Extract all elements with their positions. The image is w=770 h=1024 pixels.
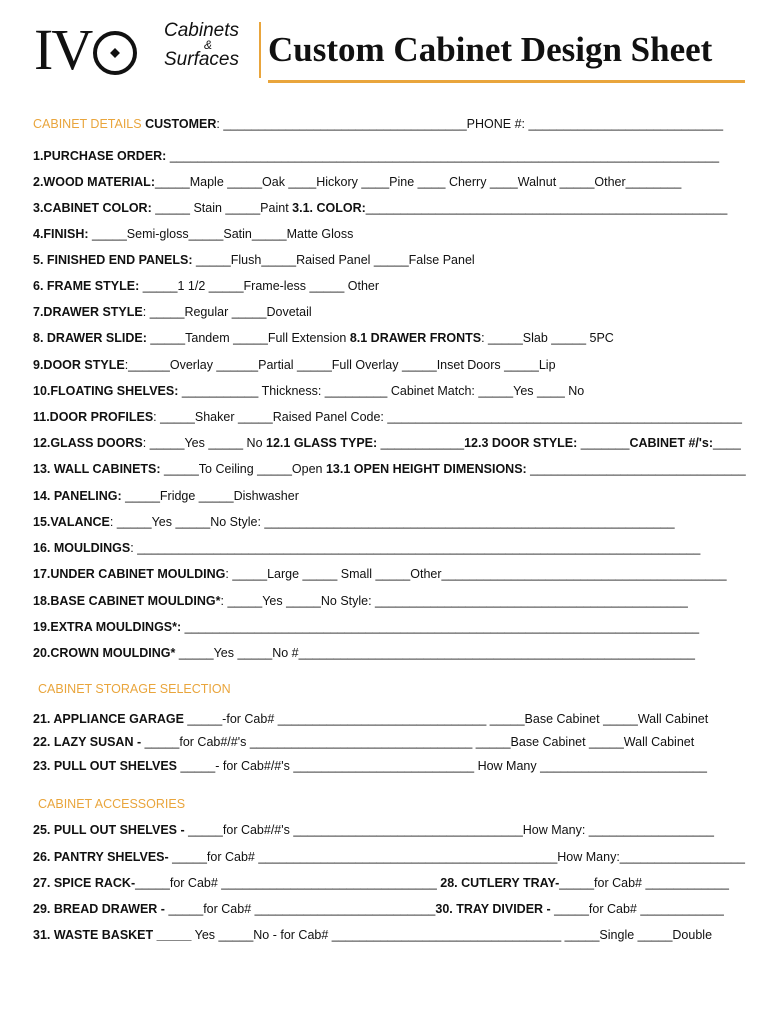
logo-cabinets: Cabinets	[164, 20, 239, 41]
field-purchase-order[interactable]	[33, 148, 719, 164]
field-blank[interactable]: : _____Large _____ Small _____Other_________________________________________	[225, 567, 727, 581]
field-wall-cabinets[interactable]	[33, 461, 746, 477]
field-label: 10.FLOATING SHELVES:	[33, 384, 179, 398]
field-label: 6. FRAME STYLE:	[33, 279, 140, 293]
field-label: 22. LAZY SUSAN -	[33, 735, 142, 749]
customer-phone-fields[interactable]	[145, 117, 723, 131]
field-label: 30. TRAY DIVIDER -	[435, 902, 551, 916]
field-label: 1.PURCHASE ORDER:	[33, 149, 167, 163]
field-label: CUSTOMER	[145, 117, 217, 131]
field-label: 25. PULL OUT SHELVES -	[33, 823, 185, 837]
field-label: 3.CABINET COLOR:	[33, 201, 152, 215]
field-blank[interactable]: : _____Slab _____ 5PC	[481, 331, 614, 345]
field-label: 8. DRAWER SLIDE:	[33, 331, 147, 345]
field-cabinet-color[interactable]	[33, 200, 727, 216]
field-blank[interactable]: _____Maple _____Oak ____Hickory ____Pine ____ Cherry ____Walnut _____Other________	[154, 175, 682, 189]
field-blank[interactable]: : _____Regular _____Dovetail	[142, 305, 312, 319]
header-divider	[259, 22, 261, 78]
field-blank[interactable]: _____1 1/2 _____Frame-less _____ Other	[139, 279, 380, 293]
field-label: 13.1 OPEN HEIGHT DIMENSIONS:	[325, 462, 527, 476]
field-label: 5. FINISHED END PANELS:	[33, 253, 193, 267]
field-blank[interactable]: _____for Cab#/#'s _________________________________How Many: __________________	[184, 823, 714, 837]
field-paneling[interactable]	[33, 488, 299, 504]
field-drawer-slide[interactable]	[33, 330, 614, 346]
field-label: 23. PULL OUT SHELVES	[33, 759, 178, 773]
logo-amp: &	[204, 38, 213, 52]
header	[0, 0, 770, 90]
field-spice-rack-cutlery-tray[interactable]	[33, 875, 729, 891]
field-pull-out-shelves[interactable]	[33, 758, 707, 774]
section-cabinet-accessories: CABINET ACCESSORIES	[38, 797, 186, 811]
field-blank[interactable]: _____for Cab# ____________	[550, 902, 724, 916]
field-blank[interactable]: _____Semi-gloss_____Satin_____Matte Gloss	[88, 227, 354, 241]
field-label: 7.DRAWER STYLE	[33, 305, 143, 319]
field-valance[interactable]	[33, 514, 675, 530]
field-label: 31. WASTE BASKET _____	[33, 928, 192, 942]
field-waste-basket[interactable]	[33, 927, 712, 943]
field-blank[interactable]: : _____Yes _____ No	[142, 436, 267, 450]
field-blank[interactable]: : ___________________________________	[216, 117, 467, 131]
field-pantry-shelves[interactable]	[33, 849, 745, 865]
field-label: 8.1 DRAWER FRONTS	[349, 331, 482, 345]
field-label: CABINET #/'s:	[629, 436, 713, 450]
field-bread-drawer-tray-divider[interactable]	[33, 901, 724, 917]
field-label: 19.EXTRA MOULDINGS*:	[33, 620, 182, 634]
field-label: 18.BASE CABINET MOULDING*	[33, 594, 221, 608]
field-blank[interactable]: :______Overlay ______Partial _____Full Overlay _____Inset Doors _____Lip	[124, 358, 556, 372]
field-frame-style[interactable]	[33, 278, 379, 294]
logo-surfaces: Surfaces	[164, 49, 239, 70]
field-finished-end-panels[interactable]	[33, 252, 475, 268]
field-label: 27. SPICE RACK-	[33, 876, 136, 890]
field-drawer-style[interactable]	[33, 304, 312, 320]
field-label: 29. BREAD DRAWER -	[33, 902, 165, 916]
field-blank[interactable]: ___________ Thickness: _________ Cabinet Match: _____Yes ____ No	[178, 384, 585, 398]
field-mouldings[interactable]	[33, 540, 700, 556]
field-label: 11.DOOR PROFILES	[33, 410, 154, 424]
field-blank[interactable]: _______________________________________________________________________________	[166, 149, 720, 163]
field-label: 12.3 DOOR STYLE:	[464, 436, 578, 450]
field-appliance-garage[interactable]	[33, 711, 708, 727]
field-floating-shelves[interactable]	[33, 383, 584, 399]
field-blank[interactable]: _____Flush_____Raised Panel _____False Panel	[192, 253, 475, 267]
field-label: 12.GLASS DOORS	[33, 436, 143, 450]
field-blank[interactable]: _____To Ceiling _____Open	[160, 462, 326, 476]
field-label: 20.CROWN MOULDING*	[33, 646, 176, 660]
field-label: 4.FINISH:	[33, 227, 89, 241]
field-blank[interactable]: _____for Cab# _______________________________	[135, 876, 441, 890]
field-label: 14. PANELING:	[33, 489, 122, 503]
field-finish[interactable]	[33, 226, 353, 242]
field-blank[interactable]: Yes _____No - for Cab# _________________________________ _____Single _____Double	[191, 928, 713, 942]
field-lazy-susan[interactable]	[33, 734, 694, 750]
field-blank[interactable]: _____ Stain _____Paint	[151, 201, 293, 215]
logo-tagline	[164, 22, 239, 69]
field-blank[interactable]: _____Yes _____No #_________________________________________________________	[175, 646, 695, 660]
page-title: Custom Cabinet Design Sheet	[268, 30, 713, 69]
field-extra-mouldings[interactable]	[33, 619, 699, 635]
field-label: 17.UNDER CABINET MOULDING	[33, 567, 226, 581]
field-pull-out-shelves-accessory[interactable]	[33, 822, 714, 838]
field-blank[interactable]: : _____Yes _____No Style: _____________________________________________	[220, 594, 688, 608]
field-blank[interactable]: _____-for Cab# ______________________________ _____Base Cabinet _____Wall Cabinet	[183, 712, 709, 726]
field-blank[interactable]: _____for Cab#/#'s ________________________________ _____Base Cabinet _____Wall Cabinet	[141, 735, 695, 749]
field-blank[interactable]: _____for Cab# __________________________	[164, 902, 436, 916]
field-blank[interactable]: : _____Shaker _____Raised Panel Code: ___________________________________________________	[153, 410, 742, 424]
field-label: 28. CUTLERY TRAY-	[440, 876, 560, 890]
field-blank[interactable]: PHONE #: ____________________________	[466, 117, 724, 131]
field-blank[interactable]: _____- for Cab#/#'s __________________________ How Many ________________________	[177, 759, 707, 773]
field-label: 9.DOOR STYLE	[33, 358, 125, 372]
field-blank[interactable]: : _________________________________________________________________________________	[130, 541, 701, 555]
field-blank[interactable]: _____Tandem _____Full Extension	[146, 331, 350, 345]
field-label: 12.1 GLASS TYPE:	[266, 436, 378, 450]
field-base-cabinet-moulding[interactable]	[33, 593, 688, 609]
field-under-cabinet-moulding[interactable]	[33, 566, 727, 582]
field-glass-doors[interactable]	[33, 435, 741, 451]
field-blank[interactable]: _____for Cab# ___________________________________________How Many:__________________	[168, 850, 745, 864]
field-door-style[interactable]	[33, 357, 556, 373]
field-blank[interactable]: _____Fridge _____Dishwasher	[121, 489, 299, 503]
title-underline	[268, 80, 745, 83]
section-storage-selection: CABINET STORAGE SELECTION	[38, 682, 231, 696]
customer-row[interactable]	[33, 116, 723, 132]
field-door-profiles[interactable]	[33, 409, 742, 425]
field-label: 3.1. COLOR:	[292, 201, 366, 215]
section-cabinet-details: CABINET DETAILS	[33, 117, 142, 131]
field-blank[interactable]: _____for Cab# ____________	[559, 876, 729, 890]
field-blank[interactable]: ____________________________________________________	[365, 201, 728, 215]
field-label: 15.VALANCE	[33, 515, 110, 529]
field-label: 16. MOULDINGS	[33, 541, 131, 555]
field-label: 26. PANTRY SHELVES-	[33, 850, 169, 864]
company-logo: IV	[34, 20, 137, 80]
field-blank[interactable]: _______	[577, 436, 630, 450]
field-blank[interactable]: _______________________________	[526, 462, 746, 476]
field-blank[interactable]: __________________________________________________________________________	[181, 620, 700, 634]
field-label: 13. WALL CABINETS:	[33, 462, 161, 476]
field-crown-moulding[interactable]	[33, 645, 695, 661]
field-label: 2.WOOD MATERIAL:	[33, 175, 155, 189]
field-blank[interactable]: ____	[713, 436, 741, 450]
logo-o-mark-icon	[93, 31, 137, 75]
field-label: 21. APPLIANCE GARAGE	[33, 712, 184, 726]
field-blank[interactable]: : _____Yes _____No Style: ___________________________________________________________	[109, 515, 675, 529]
field-wood-material[interactable]	[33, 174, 681, 190]
field-blank[interactable]: ____________	[377, 436, 465, 450]
